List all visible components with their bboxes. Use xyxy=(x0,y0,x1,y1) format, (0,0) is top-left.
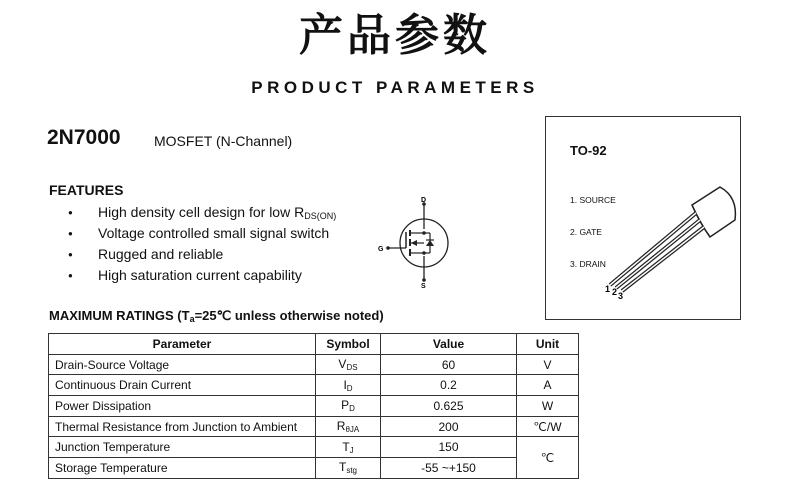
page-title-cn: 产品参数 xyxy=(299,10,491,61)
features-heading: FEATURES xyxy=(49,182,124,198)
symbol-cell xyxy=(316,437,381,458)
value-cell: 150 xyxy=(381,437,517,458)
to92-package-icon xyxy=(600,175,745,305)
unit-cell: A xyxy=(517,375,579,396)
symbol-cell xyxy=(316,375,381,396)
feature-item xyxy=(60,265,336,286)
drain-label: D xyxy=(421,197,427,204)
symbol-cell xyxy=(316,354,381,375)
ratings-title-text: =25℃ unless otherwise noted) xyxy=(194,308,384,323)
column-header: Symbol xyxy=(316,334,381,355)
column-header: Unit xyxy=(517,334,579,355)
feature-text: High saturation current capability xyxy=(98,267,302,283)
symbol-text: T xyxy=(342,439,350,454)
table-row xyxy=(49,354,579,375)
table-row xyxy=(49,396,579,417)
source-label: S xyxy=(421,283,426,288)
part-number: 2N7000 xyxy=(47,126,121,149)
table-header-row xyxy=(49,334,579,355)
pin-label: 2. GATE xyxy=(570,227,602,237)
symbol-subscript: J xyxy=(349,445,354,455)
feature-item xyxy=(60,223,336,244)
ratings-title xyxy=(49,308,384,324)
value-cell: 200 xyxy=(381,416,517,437)
pin-label: 3. DRAIN xyxy=(570,259,606,269)
unit-cell: V xyxy=(517,354,579,375)
symbol-text: V xyxy=(338,357,347,372)
value-cell: -55 ~+150 xyxy=(381,458,517,479)
symbol-cell xyxy=(316,416,381,437)
feature-subscript: DS(ON) xyxy=(304,211,337,221)
unit-cell: ℃ xyxy=(517,437,579,478)
param-cell: Drain-Source Voltage xyxy=(49,354,316,375)
table-row xyxy=(49,375,579,396)
pin-number: 3 xyxy=(618,291,624,301)
unit-cell: W xyxy=(517,396,579,417)
table-row xyxy=(49,416,579,437)
value-cell: 60 xyxy=(381,354,517,375)
feature-item xyxy=(60,202,336,223)
symbol-subscript: D xyxy=(349,404,355,414)
mosfet-symbol-icon xyxy=(372,194,452,288)
feature-text: High density cell design for low R xyxy=(98,204,305,220)
param-cell: Thermal Resistance from Junction to Ambient xyxy=(49,416,316,437)
feature-text: Rugged and reliable xyxy=(98,246,224,262)
symbol-text: R xyxy=(336,419,346,434)
table-row xyxy=(49,458,579,479)
value-cell: 0.2 xyxy=(381,375,517,396)
ratings-title-text: MAXIMUM RATINGS (T xyxy=(49,308,190,323)
gate-label: G xyxy=(378,246,384,253)
pin-label: 1. SOURCE xyxy=(570,195,616,205)
ratings-title-subscript: a xyxy=(189,314,195,324)
column-header: Parameter xyxy=(49,334,316,355)
symbol-subscript: θJA xyxy=(345,425,360,435)
table-row xyxy=(49,437,579,458)
param-cell: Junction Temperature xyxy=(49,437,316,458)
symbol-text: P xyxy=(341,398,350,413)
feature-item xyxy=(60,244,336,265)
part-type: MOSFET (N-Channel) xyxy=(154,133,293,149)
unit-cell: ℃/W xyxy=(517,416,579,437)
pin-number: 1 xyxy=(605,284,611,294)
ratings-table xyxy=(48,333,579,479)
package-title: TO-92 xyxy=(570,143,607,158)
symbol-subscript: stg xyxy=(346,466,357,476)
symbol-subscript: D xyxy=(346,383,353,393)
pin-number: 2 xyxy=(612,287,618,297)
page-title-en: PRODUCT PARAMETERS xyxy=(251,78,539,97)
column-header: Value xyxy=(381,334,517,355)
value-cell: 0.625 xyxy=(381,396,517,417)
param-cell: Power Dissipation xyxy=(49,396,316,417)
symbol-text: I xyxy=(343,377,347,392)
param-cell: Storage Temperature xyxy=(49,458,316,479)
symbol-subscript: DS xyxy=(346,363,358,373)
feature-text: Voltage controlled small signal switch xyxy=(98,225,330,241)
features-list xyxy=(60,202,336,286)
symbol-text: T xyxy=(338,460,347,475)
symbol-cell xyxy=(316,396,381,417)
symbol-cell xyxy=(316,458,381,479)
param-cell: Continuous Drain Current xyxy=(49,375,316,396)
